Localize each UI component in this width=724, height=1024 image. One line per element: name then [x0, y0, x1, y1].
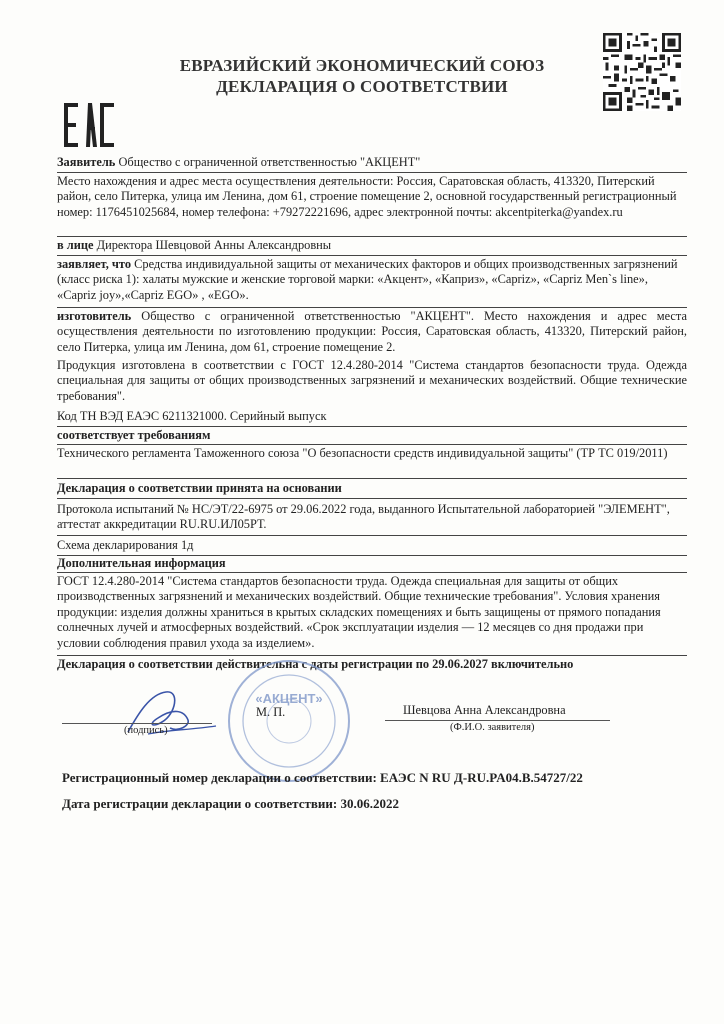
divider — [57, 426, 687, 427]
declaration-scheme: Схема декларирования 1д — [57, 538, 194, 552]
signature-line — [62, 723, 212, 724]
signer-name: Шевцова Анна Александровна — [403, 703, 566, 717]
divider — [57, 535, 687, 536]
conformity-label: соответствует требованиям — [57, 428, 211, 442]
document-title: ДЕКЛАРАЦИЯ О СООТВЕТСТВИИ — [216, 77, 508, 96]
divider — [57, 478, 687, 479]
divider — [57, 498, 687, 499]
applicant-address: Место нахождения и адрес места осуществления деятельности: Россия, Саратовская область, 413320, Питерский район, село Питерка, улица им Ленина, дом 61, строение помещение 2, основной государственный регистрационный номер: 1176451025684, номер телефона: +79272221696, адрес электронной почты: akcentpiterka@yandex.ru — [57, 174, 677, 219]
signature-caption: (подпись) — [124, 725, 168, 736]
divider — [57, 255, 687, 256]
represented-by-line — [57, 238, 687, 253]
registration-date: Дата регистрации декларации о соответствии: 30.06.2022 — [62, 796, 399, 811]
manufacturer-label: изготовитель — [57, 309, 132, 323]
eac-logo — [62, 101, 116, 149]
represented-by-value: Директора Шевцовой Анны Александровны — [96, 238, 332, 252]
divider — [57, 572, 687, 573]
divider — [57, 307, 687, 308]
applicant-label: Заявитель — [57, 155, 116, 169]
conformity-value: Технического регламента Таможенного союза "О безопасности средств индивидуальной защиты" (ТР ТС 019/2011) — [57, 446, 668, 460]
manufacturer-value: Общество с ограниченной ответственностью "АКЦЕНТ". Место нахождения и адрес места осуществления деятельности по изготовлению продукции: Россия, Саратовская область, 413320, Питерский район, село Питерка, улица им Ленина, дом 61, строение помещение 2. — [57, 309, 687, 354]
seal-mark: М. П. — [256, 705, 286, 719]
represented-by-label: в лице — [57, 238, 94, 252]
declares-value: Средства индивидуальной защиты от механических факторов и общих производственных загрязнений (класс риска 1): халаты мужские и женские торговой марки: «Акцент», «Каприз», «Capriz», «Capriz Men`s line», «Capriz joy»,«Capriz EGO» , «EGO». — [57, 257, 678, 302]
basis-label: Декларация о соответствии принята на основании — [57, 481, 342, 495]
validity-statement: Декларация о соответствии действительна с даты регистрации по 29.06.2027 включительно — [57, 657, 574, 671]
applicant-name: Общество с ограниченной ответственностью "АКЦЕНТ" — [118, 155, 421, 169]
signer-caption: (Ф.И.О. заявителя) — [450, 722, 535, 733]
manufacturer-standard: Продукция изготовлена в соответствии с ГОСТ 12.4.280-2014 "Система стандартов безопасности труда. Одежда специальная для защиты от общих производственных загрязнений и механических воздействий. Общие технические требования". — [57, 358, 687, 403]
company-stamp — [226, 658, 352, 784]
signer-line — [385, 720, 610, 721]
product-code: Код ТН ВЭД ЕАЭС 6211321000. Серийный выпуск — [57, 409, 327, 423]
divider — [57, 444, 687, 445]
declares-block — [57, 257, 687, 303]
registration-number: Регистрационный номер декларации о соответствии: ЕАЭС N RU Д-RU.PA04.B.54727/22 — [62, 770, 583, 785]
manufacturer-block — [57, 309, 687, 355]
divider — [57, 236, 687, 237]
additional-info-value: ГОСТ 12.4.280-2014 "Система стандартов безопасности труда. Одежда специальная для защиты от общих производственных загрязнений и механических воздействий. Общие технические требования". Условия хранения продукции: изделия должны храниться в крытых складских помещениях и быть защищены от прямого попадания солнечных лучей и атмосферных воздействий. «Срок эксплуатации изделия — 12 месяцев со дня продажи при условии соблюдения правил ухода за изделием». — [57, 574, 661, 650]
qr-code — [603, 33, 681, 111]
union-title: ЕВРАЗИЙСКИЙ ЭКОНОМИЧЕСКИЙ СОЮЗ — [179, 56, 545, 75]
basis-value: Протокола испытаний № НС/ЭТ/22-6975 от 29.06.2022 года, выданного Испытательной лабораторией "ЭЛЕМЕНТ", аттестат аккредитации RU.RU.ИЛ05РТ. — [57, 502, 670, 532]
divider — [57, 655, 687, 656]
divider — [57, 172, 687, 173]
stamp-text: «АКЦЕНТ» — [255, 691, 323, 706]
declares-label: заявляет, что — [57, 257, 132, 271]
additional-info-label: Дополнительная информация — [57, 556, 226, 570]
applicant-line — [57, 155, 687, 170]
